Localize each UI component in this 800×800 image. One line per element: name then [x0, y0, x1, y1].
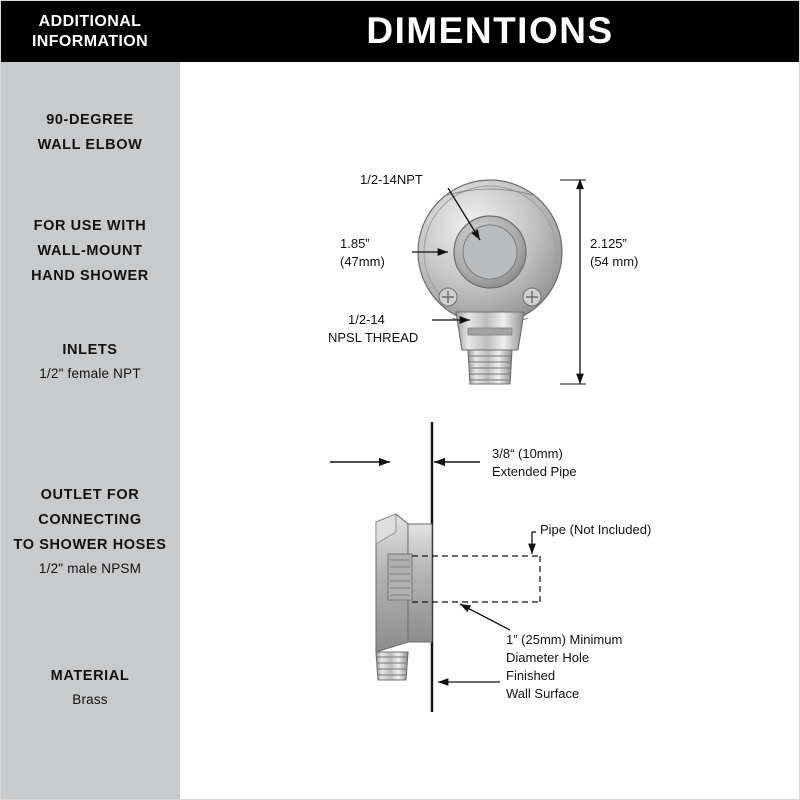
sidebar-block-inlets-value: 1/2" female NPT: [39, 366, 141, 381]
top-view-drawing: [328, 172, 638, 384]
pipe-note-label: Pipe (Not Included): [540, 522, 652, 537]
sidebar-block-product-line-1: 90-DEGREE: [46, 112, 134, 128]
extended-pipe-line-1: 3/8“ (10mm): [492, 446, 563, 461]
sidebar-body: [0, 62, 180, 800]
wall-label-line-1: Finished: [506, 668, 556, 683]
sidebar-block-outlet-value: 1/2" male NPSM: [38, 561, 142, 576]
sidebar-header: [0, 0, 180, 62]
bottom-view-drawing: [330, 422, 651, 712]
sidebar-block-use-with-line-3: HAND SHOWER: [31, 268, 149, 284]
sidebar-block-outlet-line-2: CONNECTING: [38, 512, 142, 528]
sidebar-block-inlets-title: INLETS: [62, 342, 118, 358]
sidebar-header-line-2: INFORMATION: [31, 33, 149, 50]
npsl-callout-line-2: NPSL THREAD: [328, 330, 419, 345]
width-label-line-1: 1.85”: [340, 236, 370, 251]
sidebar-block-use-with-line-2: WALL-MOUNT: [37, 243, 143, 259]
sidebar: [0, 0, 180, 800]
sidebar-block-material-value: Brass: [72, 692, 108, 707]
npsl-callout-line-1: 1/2-14: [348, 312, 385, 327]
sidebar-block-use-with-line-1: FOR USE WITH: [33, 218, 147, 234]
sidebar-block-outlet-line-3: TO SHOWER HOSES: [13, 537, 167, 553]
sidebar-block-product: [8, 108, 172, 158]
hole-label-line-1: 1” (25mm) Minimum: [506, 632, 623, 647]
height-label-line-1: 2.125”: [590, 236, 627, 251]
main-header: [180, 0, 800, 62]
width-label-line-2: (47mm): [340, 254, 385, 269]
wall-label-line-2: Wall Surface: [506, 686, 580, 701]
main-panel: [180, 0, 800, 800]
sidebar-block-inlets: [8, 338, 172, 385]
sidebar-block-use-with: [8, 214, 172, 289]
extended-pipe-line-2: Extended Pipe: [492, 464, 577, 479]
sidebar-block-outlet: [8, 483, 172, 580]
diagram-canvas: [180, 62, 800, 800]
sidebar-block-material: [8, 664, 172, 711]
sidebar-block-product-line-2: WALL ELBOW: [37, 137, 143, 153]
npt-callout-label: 1/2-14NPT: [360, 172, 423, 187]
sidebar-header-line-1: ADDITIONAL: [38, 13, 142, 30]
height-label-line-2: (54 mm): [590, 254, 639, 269]
page-title: DIMENTIONS: [366, 10, 614, 51]
hole-label-line-2: Diameter Hole: [506, 650, 590, 665]
sidebar-block-outlet-line-1: OUTLET FOR: [40, 487, 140, 503]
sidebar-block-material-title: MATERIAL: [50, 668, 130, 684]
